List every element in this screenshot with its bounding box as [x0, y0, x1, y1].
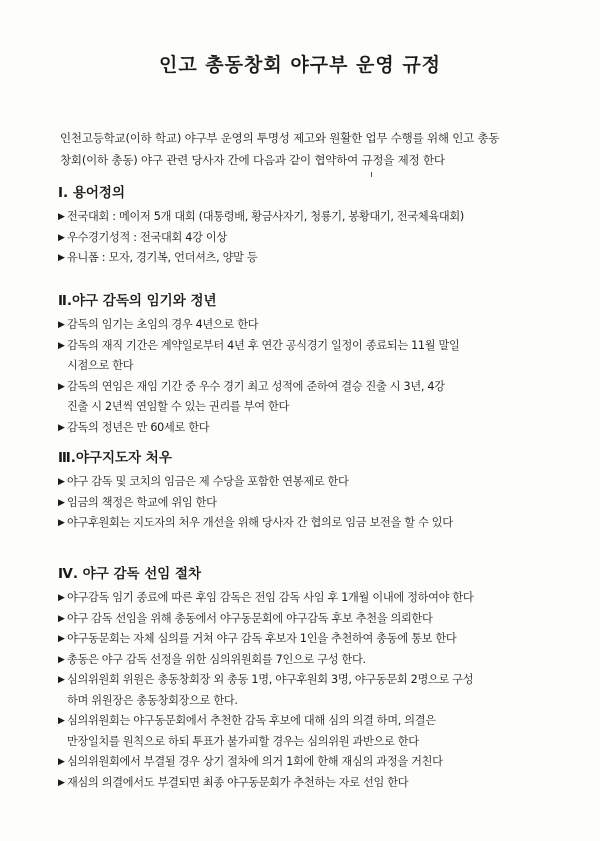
section-heading: Ⅱ.야구 감독의 임기와 정년	[58, 293, 217, 309]
item-text: 총동은 야구 감독 선정을 위한 심의위원회를 7인으로 구성 한다.	[67, 652, 366, 666]
bullet-arrow-icon: ▶	[58, 593, 65, 603]
bullet-arrow-icon: ▶	[58, 253, 65, 263]
bullet-arrow-icon: ▶	[58, 477, 65, 487]
bullet-arrow-icon: ▶	[58, 381, 65, 392]
item-text: 감독의 임기는 초임의 경우 4년으로 한다	[67, 318, 259, 331]
bullet-arrow-icon: ▶	[58, 320, 65, 330]
section-2	[58, 290, 578, 438]
item-text: 임금의 책정은 학교에 위임 한다	[67, 495, 217, 509]
item-text: 재심의 의결에서도 부결되면 최종 야구동문회가 추천하는 자로 선임 한다	[67, 775, 409, 789]
intro-line: 창회(이하 총동) 야구 관련 당사자 간에 다음과 같이 협약하여 규정을 제정 한다	[60, 153, 445, 167]
list-item	[58, 609, 578, 630]
list-item	[58, 752, 578, 773]
list-item	[58, 418, 578, 439]
item-text: 심의위원회에서 부결될 경우 상기 절차에 의거 1회에 한해 재심의 과정을 거친다	[67, 755, 443, 768]
bullet-arrow-icon: ▶	[58, 497, 65, 508]
bullet-arrow-icon: ▶	[58, 518, 65, 528]
list-item	[58, 588, 578, 609]
bullet-arrow-icon: ▶	[58, 212, 65, 222]
bullet-arrow-icon: ▶	[58, 422, 65, 433]
item-text: 심의위원회는 야구동문회에서 추천한 감독 후보에 대해 심의 의결 하며, 의결은	[67, 714, 436, 727]
bullet-arrow-icon: ▶	[58, 757, 65, 767]
list-item	[58, 377, 578, 418]
scan-mark	[371, 172, 372, 177]
page-title: 인고 총동창회 야구부 운영 규정	[158, 54, 442, 76]
item-text-continued: 만장일치를 원칙으로 하되 투표가 불가피할 경우는 심의위원 과반으로 한다	[67, 734, 419, 748]
item-text: 심의위원회 위원은 총동창회장 외 총동 1명, 야구후원회 3명, 야구동문회 2명으로 구성	[67, 673, 474, 686]
item-text: 야구 감독 선임을 위해 총동에서 야구동문회에 야구감독 후보 추천을 의뢰한다	[67, 611, 433, 625]
item-text: 전국대회 : 메이저 5개 대회 (대통령배, 황금사자기, 청룡기, 봉황대기, 전국체육대회)	[67, 210, 464, 223]
list-item	[58, 336, 578, 377]
item-text-continued: 시점으로 한다	[67, 359, 134, 372]
bullet-arrow-icon: ▶	[58, 232, 65, 243]
section-3	[58, 447, 578, 534]
list-item	[58, 711, 578, 752]
list-item	[58, 248, 578, 269]
section-4	[58, 563, 578, 793]
bullet-arrow-icon: ▶	[58, 340, 65, 351]
list-item	[58, 493, 578, 514]
list-item	[58, 207, 578, 228]
item-text: 유니폼 : 모자, 경기복, 언더셔츠, 양말 등	[67, 251, 258, 264]
intro-line: 인천고등학교(이하 학교) 야구부 운영의 투명성 제고와 원활한 업무 수행를 위해 인고 총동	[60, 131, 500, 145]
item-text: 야구감독 임기 종료에 따른 후임 감독은 전임 감독 사임 후 1개월 이내에 정하여야 한다	[67, 591, 474, 604]
bullet-arrow-icon: ▶	[58, 654, 65, 665]
item-text: 감독의 정년은 만 60세로 한다	[67, 420, 210, 434]
list-item	[58, 773, 578, 794]
bullet-arrow-icon: ▶	[58, 716, 65, 726]
intro-paragraph	[60, 127, 560, 171]
bullet-arrow-icon: ▶	[58, 634, 65, 644]
item-text: 야구동문회는 자체 심의를 거쳐 야구 감독 후보자 1인을 추천하여 총동에 통보 한다	[67, 632, 457, 645]
bullet-arrow-icon: ▶	[58, 675, 65, 685]
list-item	[58, 513, 578, 534]
list-item	[58, 315, 578, 336]
item-text: 야구 감독 및 코치의 임금은 제 수당을 포함한 연봉제로 한다	[67, 475, 349, 488]
item-text: 우수경기성적 : 전국대회 4강 이상	[67, 230, 227, 244]
item-text: 야구후원회는 지도자의 처우 개선을 위해 당사자 간 협의로 임금 보전을 할 수 있다	[67, 516, 453, 529]
section-heading: Ⅳ. 야구 감독 선임 절차	[58, 566, 202, 582]
section-heading: Ⅰ. 용어정의	[58, 185, 126, 201]
item-text-continued: 하며 위원장은 총동창회장으로 한다.	[67, 693, 238, 707]
list-item	[58, 228, 578, 249]
item-text-continued: 진출 시 2년씩 연임할 수 있는 권리를 부여 한다	[67, 400, 289, 413]
section-heading: Ⅲ.야구지도자 처우	[58, 450, 172, 466]
bullet-arrow-icon: ▶	[58, 613, 65, 624]
list-item	[58, 629, 578, 650]
list-item	[58, 650, 578, 671]
list-item	[58, 670, 578, 711]
item-text: 감독의 연임은 재임 기간 중 우수 경기 최고 성적에 준하여 결승 진출 시 3년, 4강	[67, 379, 445, 393]
list-item	[58, 472, 578, 493]
item-text: 감독의 재직 기간은 계약일로부터 4년 후 연간 공식경기 일정이 종료되는 11월 말일	[67, 338, 460, 352]
section-1	[58, 182, 578, 269]
bullet-arrow-icon: ▶	[58, 777, 65, 788]
